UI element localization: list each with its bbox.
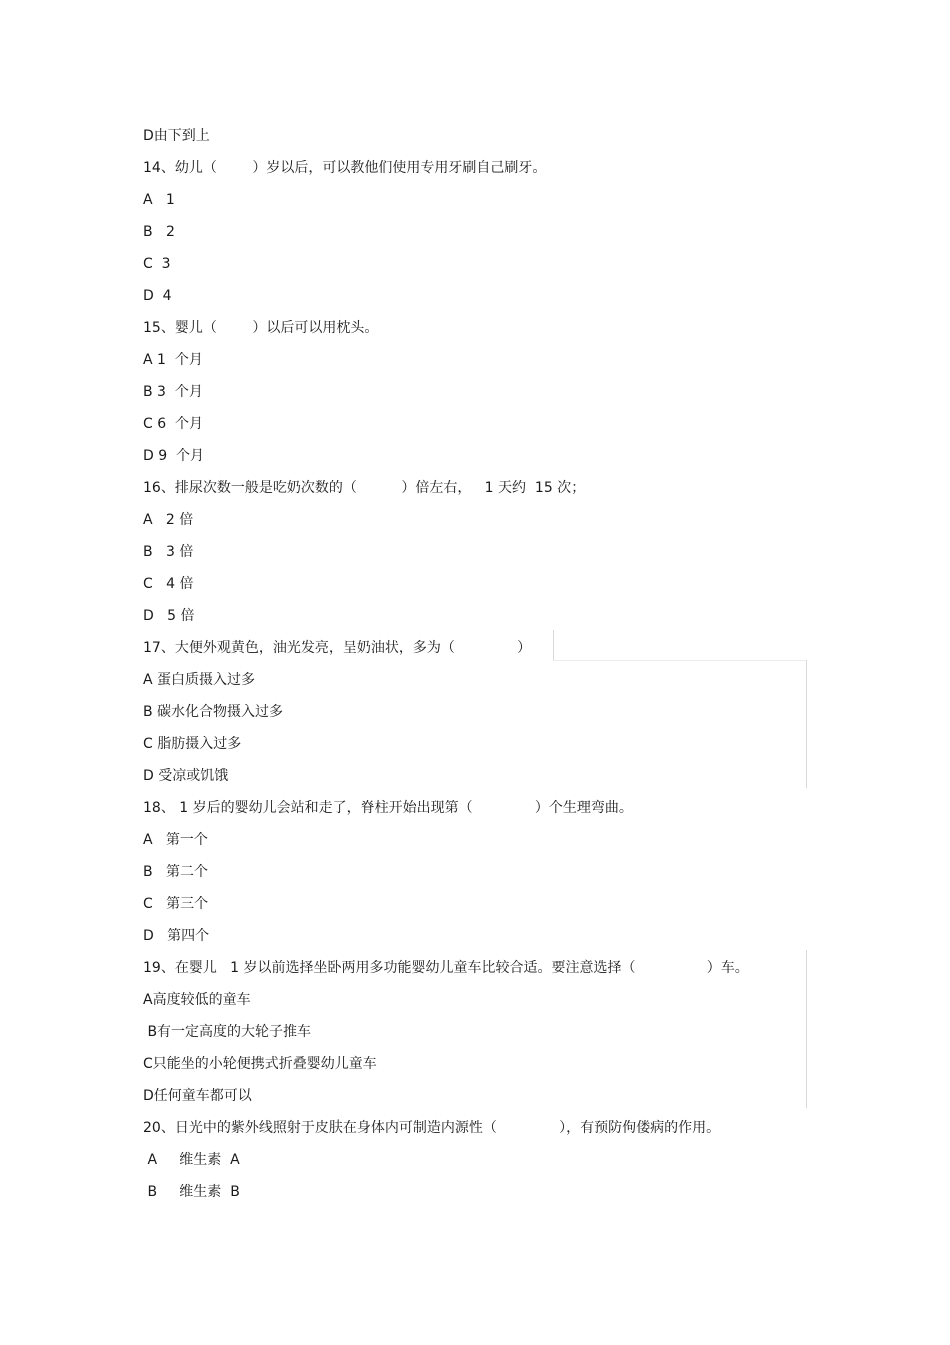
option-20-a: A 维生素 A [143, 1152, 240, 1168]
option-18-d: D 第四个 [143, 928, 210, 944]
table-border-q17-inner [553, 630, 554, 660]
option-14-c: C 3 [143, 256, 171, 272]
option-19-a: A高度较低的童车 [143, 992, 251, 1008]
option-15-c: C 6 个月 [143, 416, 204, 432]
option-13-d: D由下到上 [143, 128, 210, 144]
table-border-q19-right [806, 950, 807, 1108]
option-16-c: C 4 倍 [143, 576, 194, 592]
question-14: 14、幼儿（ ）岁以后，可以教他们使用专用牙刷自己刷牙。 [143, 160, 547, 176]
option-18-c: C 第三个 [143, 896, 209, 912]
option-14-d: D 4 [143, 288, 172, 304]
question-16: 16、排尿次数一般是吃奶次数的（ ）倍左右， 1 天约 15 次； [143, 480, 586, 496]
option-18-a: A 第一个 [143, 832, 208, 848]
option-19-b: B有一定高度的大轮子推车 [143, 1024, 312, 1040]
option-17-b: B 碳水化合物摄入过多 [143, 704, 284, 720]
question-20: 20、日光中的紫外线照射于皮肤在身体内可制造内源性（ ），有预防佝偻病的作用。 [143, 1120, 721, 1136]
option-15-a: A 1 个月 [143, 352, 203, 368]
option-14-b: B 2 [143, 224, 175, 240]
option-17-a: A 蛋白质摄入过多 [143, 672, 256, 688]
option-16-a: A 2 倍 [143, 512, 194, 528]
option-19-c: C只能坐的小轮便携式折叠婴幼儿童车 [143, 1056, 377, 1072]
question-17: 17、大便外观黄色，油光发亮，呈奶油状，多为（ ） [143, 640, 532, 656]
question-18: 18、 1 岁后的婴幼儿会站和走了，脊柱开始出现第（ ）个生理弯曲。 [143, 800, 633, 816]
option-14-a: A 1 [143, 192, 175, 208]
question-19: 19、在婴儿 1 岁以前选择坐卧两用多功能婴幼儿童车比较合适。要注意选择（ ）车。 [143, 960, 749, 976]
table-border-q17-top [553, 660, 807, 661]
option-16-b: B 3 倍 [143, 544, 194, 560]
question-15: 15、婴儿（ ）以后可以用枕头。 [143, 320, 379, 336]
option-20-b: B 维生素 B [143, 1184, 240, 1200]
table-border-q17-right [806, 660, 807, 788]
option-18-b: B 第二个 [143, 864, 208, 880]
option-17-c: C 脂肪摄入过多 [143, 736, 242, 752]
option-17-d: D 受凉或饥饿 [143, 768, 229, 784]
option-19-d: D任何童车都可以 [143, 1088, 252, 1104]
option-15-b: B 3 个月 [143, 384, 203, 400]
option-15-d: D 9 个月 [143, 448, 205, 464]
option-16-d: D 5 倍 [143, 608, 195, 624]
